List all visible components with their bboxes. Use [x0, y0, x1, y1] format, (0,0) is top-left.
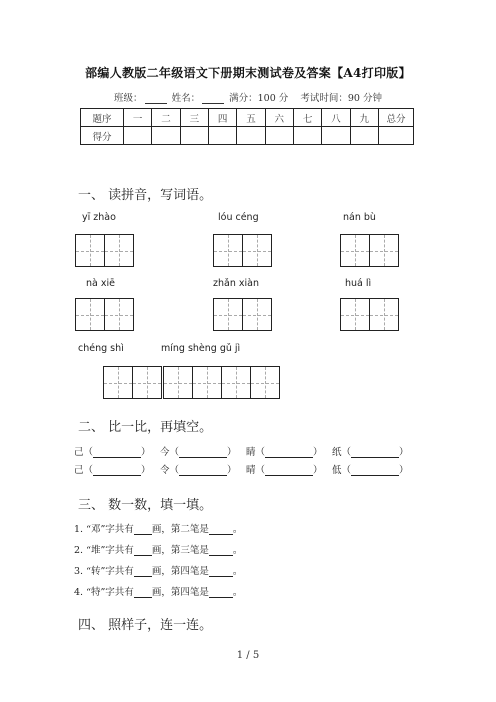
writing-grid[interactable] [103, 366, 162, 399]
answer-blank[interactable] [93, 447, 141, 458]
grid-cell[interactable] [105, 299, 133, 330]
compare-char: 睛（ [246, 447, 266, 458]
section-2-heading: 二、 比一比，再填空。 [78, 420, 213, 435]
score-cell: 一 [124, 109, 152, 127]
count-text: 画，第二笔是 [151, 524, 209, 535]
score-cell: 九 [350, 109, 378, 127]
section-3-heading: 三、 数一数，填一填。 [78, 498, 213, 513]
answer-blank[interactable] [134, 587, 152, 598]
grid-cell[interactable] [214, 299, 243, 330]
score-input-cell[interactable] [152, 127, 180, 145]
count-text: 。 [232, 587, 243, 598]
writing-grid[interactable] [213, 298, 272, 331]
compare-close: ） [313, 465, 323, 476]
score-input-cell[interactable] [237, 127, 265, 145]
score-input-cell[interactable] [379, 127, 414, 145]
answer-blank[interactable] [134, 545, 152, 556]
grid-cell[interactable] [370, 299, 398, 330]
grid-cell[interactable] [104, 367, 133, 398]
count-item [74, 584, 242, 598]
answer-blank[interactable] [265, 447, 313, 458]
class-label: 班级： [114, 93, 143, 104]
grid-cell[interactable] [370, 235, 398, 266]
compare-close: ） [313, 447, 323, 458]
score-header-row [81, 109, 414, 127]
score-value-row [81, 127, 414, 145]
compare-char: 低（ [332, 465, 352, 476]
score-input-cell[interactable] [350, 127, 378, 145]
writing-grid[interactable] [163, 366, 280, 399]
writing-grid[interactable] [340, 298, 399, 331]
compare-char: 今（ [160, 447, 180, 458]
writing-grid[interactable] [213, 234, 272, 267]
score-label-cell: 得分 [81, 127, 124, 145]
pinyin-label: lóu céng [218, 212, 259, 223]
exam-info [0, 90, 496, 104]
score-input-cell[interactable] [124, 127, 152, 145]
grid-cell[interactable] [133, 367, 161, 398]
answer-blank[interactable] [209, 545, 233, 556]
class-blank [145, 93, 167, 104]
count-item [74, 542, 242, 556]
score-input-cell[interactable] [322, 127, 350, 145]
score-input-cell[interactable] [293, 127, 321, 145]
answer-blank[interactable] [134, 566, 152, 577]
pinyin-label: huá lì [345, 278, 372, 289]
grid-cell[interactable] [341, 299, 370, 330]
compare-char: 令（ [160, 465, 180, 476]
score-cell: 七 [293, 109, 321, 127]
pinyin-label: chéng shì [78, 343, 124, 354]
count-item [74, 563, 242, 577]
count-text: 2. “堆”字共有 [74, 545, 134, 556]
answer-blank[interactable] [265, 465, 313, 476]
grid-cell[interactable] [193, 367, 222, 398]
name-label: 姓名： [171, 93, 201, 104]
answer-blank[interactable] [93, 465, 141, 476]
pinyin-label: nán bù [343, 212, 376, 223]
score-input-cell[interactable] [180, 127, 208, 145]
count-text: 画，第四笔是 [151, 587, 209, 598]
pinyin-label: zhǎn xiàn [213, 278, 259, 289]
score-input-cell[interactable] [208, 127, 236, 145]
compare-close: ） [399, 465, 409, 476]
compare-char: 己（ [74, 447, 94, 458]
score-cell: 四 [208, 109, 236, 127]
count-item [74, 521, 242, 535]
count-text: 1. “邓”字共有 [74, 524, 134, 535]
answer-blank[interactable] [179, 447, 227, 458]
count-text: 。 [232, 524, 243, 535]
answer-blank[interactable] [179, 465, 227, 476]
pinyin-label: nà xiē [86, 278, 115, 289]
score-cell: 八 [322, 109, 350, 127]
answer-blank[interactable] [134, 524, 152, 535]
grid-cell[interactable] [164, 367, 193, 398]
grid-cell[interactable] [243, 235, 271, 266]
score-cell: 六 [265, 109, 293, 127]
grid-cell[interactable] [222, 367, 251, 398]
grid-cell[interactable] [341, 235, 370, 266]
writing-grid[interactable] [75, 234, 134, 267]
count-text: 4. “特”字共有 [74, 587, 134, 598]
count-text: 3. “转”字共有 [74, 566, 134, 577]
compare-close: ） [141, 465, 151, 476]
name-blank [202, 93, 224, 104]
score-cell: 三 [180, 109, 208, 127]
grid-cell[interactable] [251, 367, 279, 398]
compare-char: 己（ [74, 465, 94, 476]
count-text: 画，第三笔是 [151, 545, 209, 556]
document-title: 部编人教版二年级语文下册期末测试卷及答案【A4打印版】 [85, 66, 411, 80]
page-number: 1 / 5 [236, 650, 260, 661]
grid-cell[interactable] [76, 299, 105, 330]
writing-grid[interactable] [340, 234, 399, 267]
exam-time: 考试时间：90 分钟 [300, 93, 382, 104]
count-text: 。 [232, 545, 243, 556]
score-cell: 总分 [379, 109, 414, 127]
section-4-heading: 四、 照样子，连一连。 [78, 618, 213, 633]
compare-char: 晴（ [246, 465, 266, 476]
grid-cell[interactable] [243, 299, 271, 330]
grid-cell[interactable] [76, 235, 105, 266]
full-score: 满分：100 分 [229, 93, 289, 104]
answer-blank[interactable] [209, 524, 233, 535]
grid-cell[interactable] [105, 235, 133, 266]
pinyin-label: yī zhào [82, 212, 116, 223]
count-text: 画，第四笔是 [151, 566, 209, 577]
compare-char: 纸（ [332, 447, 352, 458]
score-cell: 题序 [81, 109, 124, 127]
score-table [80, 108, 414, 145]
writing-grid[interactable] [75, 298, 134, 331]
score-cell: 二 [152, 109, 180, 127]
compare-close: ） [141, 447, 151, 458]
answer-blank[interactable] [351, 465, 399, 476]
grid-cell[interactable] [214, 235, 243, 266]
section-1-heading: 一、 读拼音，写词语。 [78, 188, 213, 203]
answer-blank[interactable] [209, 587, 233, 598]
count-text: 。 [232, 566, 243, 577]
pinyin-label: míng shèng gǔ jì [161, 343, 241, 354]
answer-blank[interactable] [209, 566, 233, 577]
compare-close: ） [227, 465, 237, 476]
compare-close: ） [399, 447, 409, 458]
score-cell: 五 [237, 109, 265, 127]
score-input-cell[interactable] [265, 127, 293, 145]
compare-close: ） [227, 447, 237, 458]
answer-blank[interactable] [351, 447, 399, 458]
